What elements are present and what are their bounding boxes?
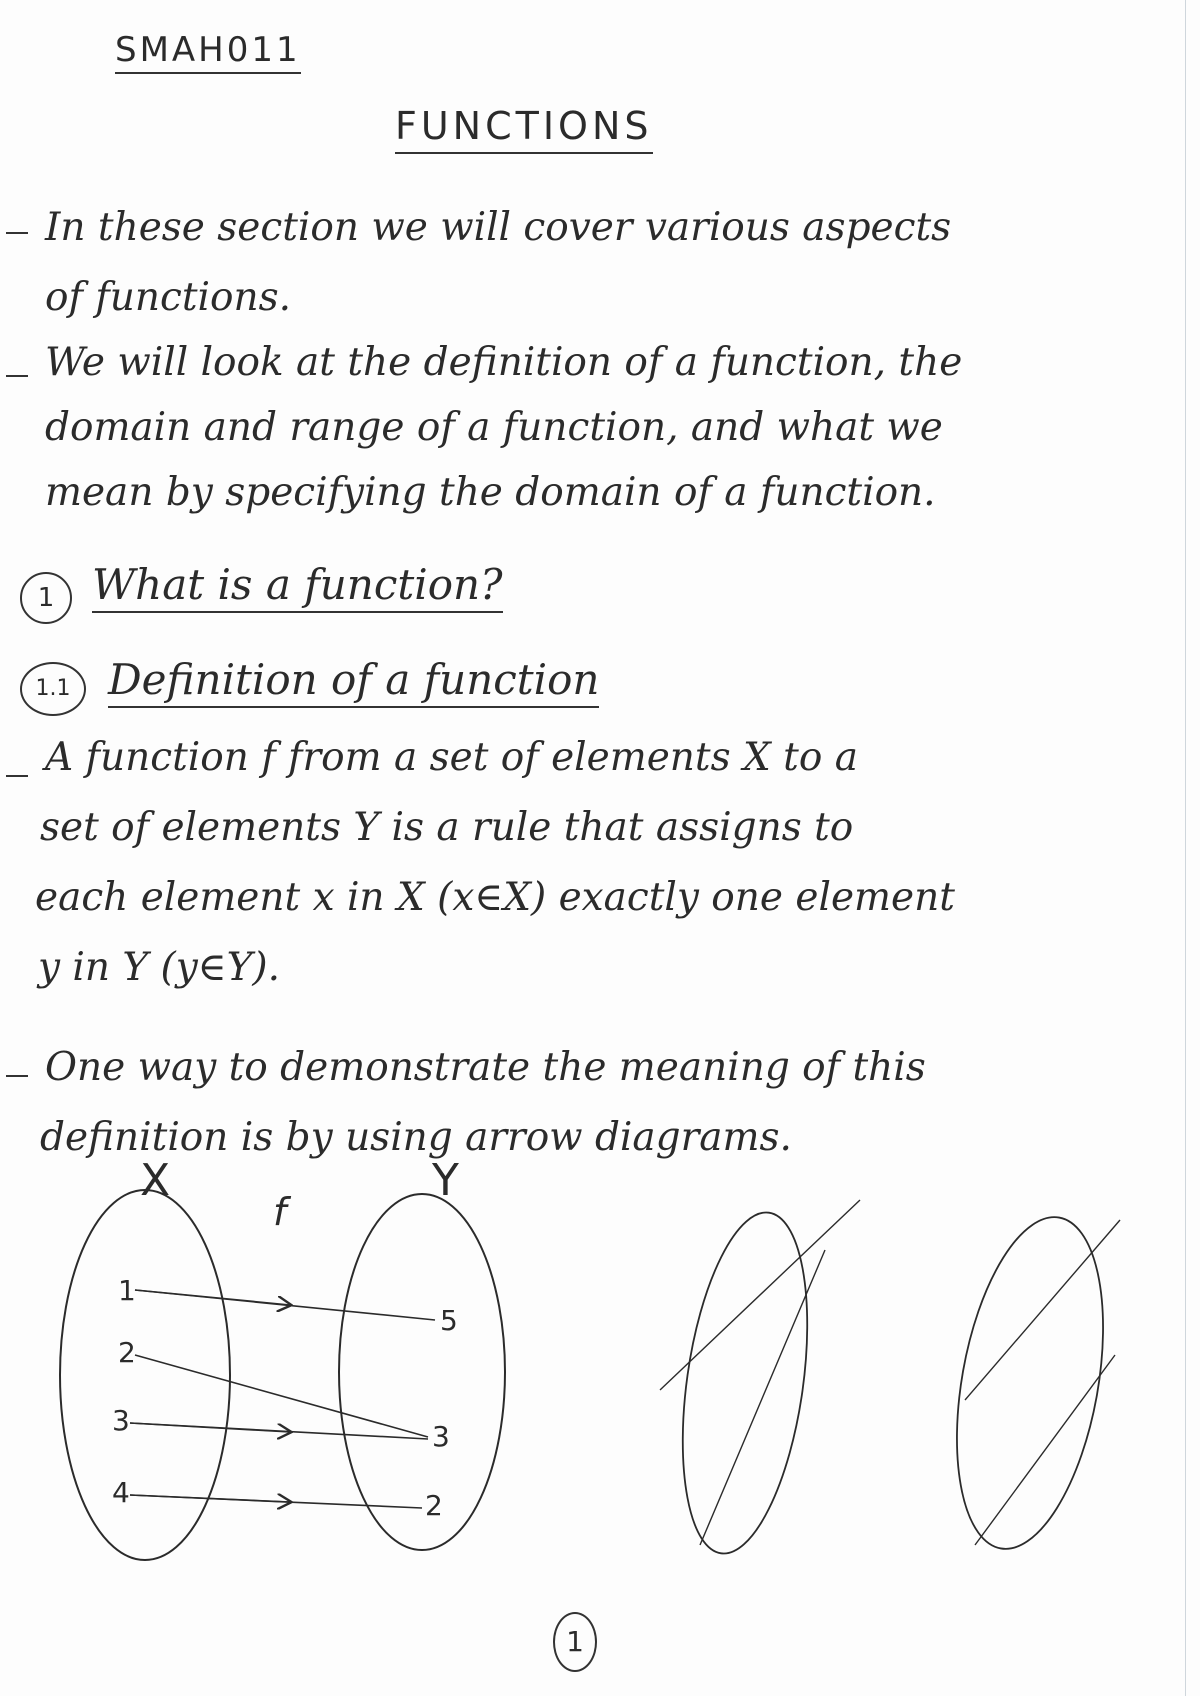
crossed-out-oval	[934, 1206, 1126, 1561]
page-number: 1	[553, 1612, 597, 1672]
function-label: f	[273, 1190, 287, 1234]
section-heading: What is a function?	[92, 560, 503, 613]
definition-line-2: set of elements Y is a rule that assigns to	[40, 805, 854, 850]
mapping-arrow	[135, 1355, 428, 1437]
bullet-dash	[6, 1075, 28, 1077]
intro-line-5: mean by specifying the domain of a function.	[45, 470, 936, 515]
course-code: SMAH011	[115, 30, 301, 74]
arrow-intro-line-2: definition is by using arrow diagrams.	[40, 1115, 792, 1160]
domain-element: 3	[112, 1404, 130, 1437]
codomain-element: 2	[425, 1489, 443, 1522]
intro-line-4: domain and range of a function, and what we	[45, 405, 943, 450]
set-x-label: X	[140, 1155, 171, 1206]
set-y-label: Y	[432, 1155, 459, 1206]
codomain-element: 5	[440, 1304, 458, 1337]
crossed-out-oval	[660, 1200, 860, 1561]
bullet-dash	[6, 232, 28, 234]
definition-line-1: A function f from a set of elements X to a	[45, 735, 858, 780]
subsection-heading: Definition of a function	[108, 655, 599, 708]
bullet-dash	[6, 775, 28, 777]
bullet-dash	[6, 375, 28, 377]
domain-element: 4	[112, 1476, 130, 1509]
codomain-element: 3	[432, 1420, 450, 1453]
section-number-circle: 1	[20, 572, 72, 624]
codomain-set-oval	[339, 1194, 505, 1550]
intro-line-1: In these section we will cover various aspects	[45, 205, 952, 250]
definition-line-4: y in Y (y∈Y).	[38, 945, 281, 990]
intro-line-2: of functions.	[45, 275, 291, 320]
page-title: FUNCTIONS	[395, 104, 653, 154]
domain-element: 1	[118, 1274, 136, 1307]
domain-element: 2	[118, 1336, 136, 1369]
arrow-intro-line-1: One way to demonstrate the meaning of this	[45, 1045, 926, 1090]
subsection-number-circle: 1.1	[20, 662, 86, 716]
arrow-diagram	[0, 1140, 1200, 1580]
mapping-arrowhead	[130, 1423, 290, 1432]
mapping-arrowhead	[135, 1290, 290, 1305]
definition-line-3: each element x in X (x∈X) exactly one element	[35, 875, 955, 920]
intro-line-3: We will look at the definition of a function, the	[45, 340, 963, 385]
